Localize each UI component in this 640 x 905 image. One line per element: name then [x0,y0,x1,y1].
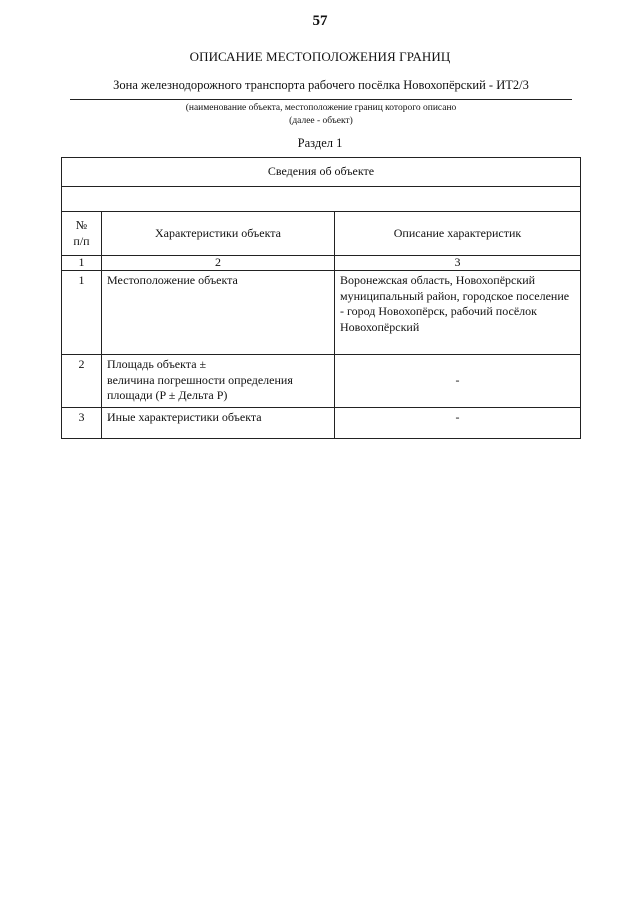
row-1-num: 1 [62,271,102,354]
row-2-characteristic-line-2: величина погрешности определения [107,372,293,387]
caption-line-1: (наименование объекта, местоположение границ которого описано [185,103,457,113]
row-2-description: - [455,373,460,388]
row-2-num: 2 [62,355,102,407]
caption-line-2: (далее - объект) [289,116,353,126]
object-info-table [61,157,581,439]
table-spacer-cell [62,187,580,211]
column-number-1: 1 [62,256,102,270]
row-3-num: 3 [62,408,102,438]
table-row [62,271,580,355]
page-number: 57 [312,13,328,29]
row-2-characteristic-line-3: площади (P ± Дельта P) [107,388,228,402]
object-name-underline [70,99,572,100]
header-num-label: п/п [73,233,90,248]
row-2-characteristic-line-1: Площадь объекта ± [107,357,207,371]
row-2-characteristic [102,355,335,407]
column-number-3: 3 [454,255,461,269]
column-number-2: 2 [102,256,335,270]
row-1-description: Воронежская область, Новохопёрский муниципальный район, городское поселение - город Новохопёрск, рабочий посёлок Новохопёрский [340,273,570,334]
table-title-row [62,158,580,187]
header-characteristics: Характеристики объекта [102,212,335,255]
header-description: Описание характеристик [393,225,522,240]
table-title: Сведения об объекте [267,164,375,179]
table-row [62,408,580,438]
row-3-characteristic: Иные характеристики объекта [102,408,335,438]
document-title: ОПИСАНИЕ МЕСТОПОЛОЖЕНИЯ ГРАНИЦ [189,49,451,64]
row-3-description: - [455,410,460,424]
column-number-row [62,256,580,271]
object-name: Зона железнодорожного транспорта рабочего посёлка Новохопёрский - ИТ2/3 [113,78,529,92]
object-name-caption [70,102,572,128]
row-1-characteristic: Местоположение объекта [102,271,335,354]
header-num [62,212,102,255]
table-row [62,355,580,408]
header-num-symbol: № [75,218,88,232]
table-spacer-row [62,187,580,212]
table-header-row [62,212,580,256]
section-title: Раздел 1 [297,136,343,150]
